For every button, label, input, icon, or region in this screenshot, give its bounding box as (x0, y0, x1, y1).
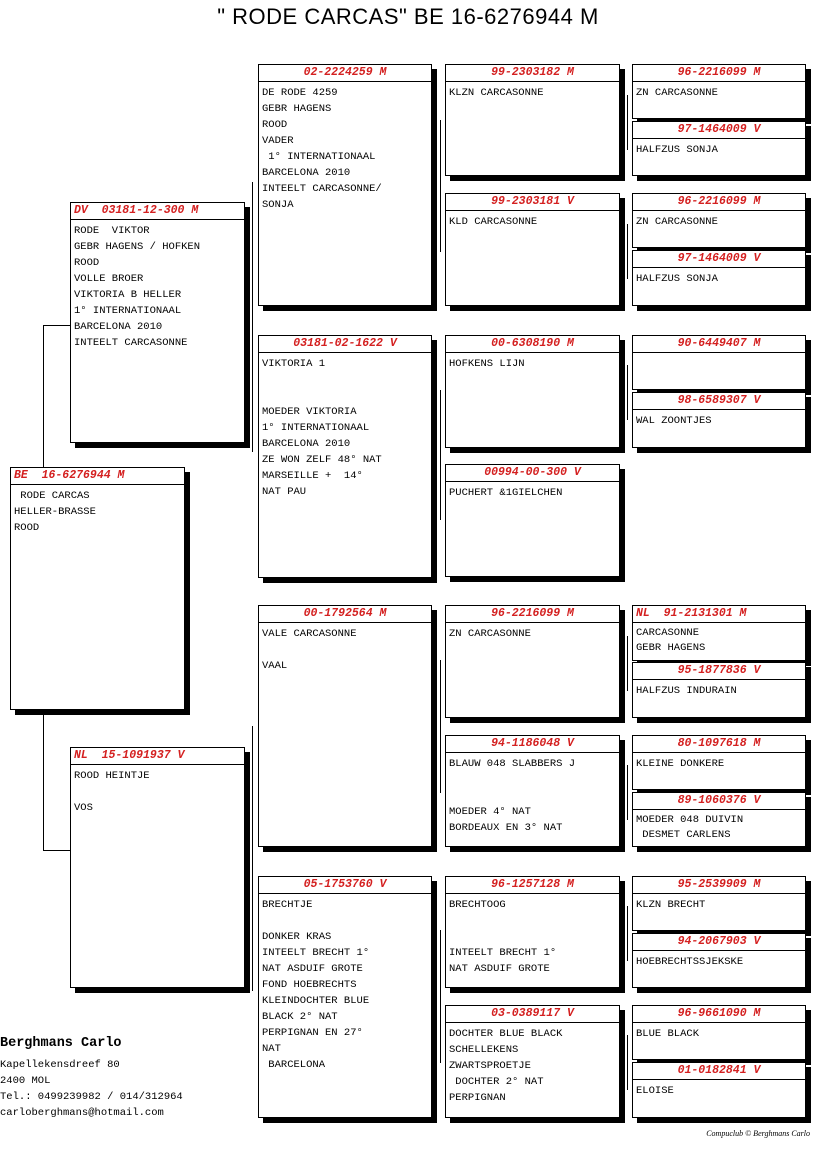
ring-number: NL 91-2131301 M (633, 606, 805, 623)
ring-number: 95-1877836 V (633, 663, 805, 680)
ring-number: 01-0182841 V (633, 1063, 805, 1080)
ancestor-card (632, 1062, 806, 1118)
pigeon-details: CARCASONNE GEBR HAGENS (636, 627, 706, 654)
pigeon-details: PUCHERT &1GIELCHEN (449, 487, 563, 499)
ancestor-card (632, 933, 806, 988)
great-grandparent-card (445, 335, 620, 448)
ring-number: 05-1753760 V (259, 877, 431, 894)
ring-number: 96-2216099 M (633, 65, 805, 82)
great-grandparent-card (445, 876, 620, 988)
ring-number: 99-2303182 M (446, 65, 619, 82)
ring-number: 00-6308190 M (446, 336, 619, 353)
ancestor-card (632, 250, 806, 306)
connector-line (440, 930, 441, 1063)
grandparent-card (258, 876, 432, 1118)
owner-email: carloberghmans@hotmail.com (0, 1107, 164, 1119)
connector-line (627, 636, 628, 691)
page-title: " RODE CARCAS" BE 16-6276944 M (217, 4, 599, 29)
connector-line (627, 765, 628, 820)
grandparent-card (258, 335, 432, 578)
ring-number: BE 16-6276944 M (11, 468, 184, 485)
pigeon-details: DOCHTER BLUE BLACK SCHELLEKENS ZWARTSPROETJE DOCHTER 2° NAT PERPIGNAN (449, 1028, 563, 1104)
ancestor-card (632, 605, 806, 661)
ring-number: 96-2216099 M (446, 606, 619, 623)
ring-number: 95-2539909 M (633, 877, 805, 894)
ring-number: 96-2216099 M (633, 194, 805, 211)
great-grandparent-card (445, 464, 620, 577)
pigeon-details: ZN CARCASONNE (636, 87, 718, 99)
ancestor-card (632, 792, 806, 847)
pigeon-details: DE RODE 4259 GEBR HAGENS ROOD VADER 1° INTERNATIONAAL BARCELONA 2010 INTEELT CARCASONNE/ SONJA (262, 87, 382, 211)
dam-card (70, 747, 245, 988)
connector-line (43, 325, 44, 470)
ring-number: 90-6449407 M (633, 336, 805, 353)
connector-line (440, 120, 441, 252)
ring-number: 98-6589307 V (633, 393, 805, 410)
ancestor-card (632, 662, 806, 718)
pigeon-details: ZN CARCASONNE (449, 628, 531, 640)
connector-line (43, 850, 71, 851)
connector-line (43, 712, 44, 850)
great-grandparent-card (445, 1005, 620, 1118)
owner-name: Berghmans Carlo (0, 1036, 122, 1051)
ancestor-card (632, 335, 806, 390)
pigeon-details: BRECHTJE DONKER KRAS INTEELT BRECHT 1° NAT ASDUIF GROTE FOND HOEBRECHTS KLEINDOCHTER BLUE BLACK 2° NAT PERPIGNAN EN 27° NAT BARCELONA (262, 899, 370, 1071)
ring-number: 02-2224259 M (259, 65, 431, 82)
owner-address: Kapellekensdreef 80 (0, 1059, 120, 1071)
connector-line (440, 390, 441, 520)
grandparent-card (258, 605, 432, 847)
grandparent-card (258, 64, 432, 306)
connector-line (627, 1035, 628, 1090)
pigeon-details (633, 353, 805, 356)
owner-city: 2400 MOL (0, 1075, 51, 1087)
connector-line (43, 325, 71, 326)
pigeon-details: BLAUW 048 SLABBERS J MOEDER 4° NAT BORDEAUX EN 3° NAT (449, 758, 576, 834)
connector-line (627, 95, 628, 150)
sire-card (70, 202, 245, 443)
ring-number: 97-1464009 V (633, 251, 805, 268)
ancestor-card (632, 64, 806, 119)
pigeon-details: HALFZUS SONJA (636, 273, 718, 285)
pigeon-details: ELOISE (636, 1085, 674, 1097)
subject-card (10, 467, 185, 710)
pigeon-details: KLZN CARCASONNE (449, 87, 544, 99)
pigeon-details: HOEBRECHTSSJEKSKE (636, 956, 744, 968)
ring-number: 94-1186048 V (446, 736, 619, 753)
great-grandparent-card (445, 735, 620, 847)
ring-number: 00-1792564 M (259, 606, 431, 623)
ancestor-card (632, 121, 806, 176)
pigeon-details: HOFKENS LIJN (449, 358, 525, 370)
ring-number: 03181-02-1622 V (259, 336, 431, 353)
great-grandparent-card (445, 193, 620, 306)
ancestor-card (632, 1005, 806, 1060)
ring-number: DV 03181-12-300 M (71, 203, 244, 220)
connector-line (627, 906, 628, 961)
pigeon-details: RODE CARCAS HELLER-BRASSE ROOD (14, 490, 96, 534)
connector-line (440, 660, 441, 793)
pigeon-details: BLUE BLACK (636, 1028, 700, 1040)
connector-line (252, 726, 253, 991)
pigeon-details: ROOD HEINTJE VOS (74, 770, 150, 814)
ancestor-card (632, 392, 806, 448)
ring-number: 80-1097618 M (633, 736, 805, 753)
connector-line (252, 182, 253, 452)
ring-number: 89-1060376 V (633, 793, 805, 810)
pigeon-details: MOEDER 048 DUIVIN DESMET CARLENS (636, 814, 744, 841)
pigeon-details: WAL ZOONTJES (636, 415, 712, 427)
pigeon-details: VALE CARCASONNE VAAL (262, 628, 357, 672)
ring-number: 03-0389117 V (446, 1006, 619, 1023)
pigeon-details: KLD CARCASONNE (449, 216, 538, 228)
software-credit: Compuclub © Berghmans Carlo (706, 1129, 810, 1138)
ring-number: 96-9661090 M (633, 1006, 805, 1023)
connector-line (627, 224, 628, 279)
owner-phone: Tel.: 0499239982 / 014/312964 (0, 1091, 183, 1103)
ring-number: NL 15-1091937 V (71, 748, 244, 765)
ring-number: 94-2067903 V (633, 934, 805, 951)
pigeon-details: KLEINE DONKERE (636, 758, 725, 770)
ring-number: 97-1464009 V (633, 122, 805, 139)
pigeon-details: RODE VIKTOR GEBR HAGENS / HOFKEN ROOD VOLLE BROER VIKTORIA B HELLER 1° INTERNATIONAAL BARCELONA 2010 INTEELT CARCASONNE (74, 225, 201, 349)
connector-line (627, 365, 628, 420)
great-grandparent-card (445, 605, 620, 718)
ancestor-card (632, 735, 806, 790)
ring-number: 96-1257128 M (446, 877, 619, 894)
ancestor-card (632, 876, 806, 931)
ancestor-card (632, 193, 806, 248)
ring-number: 00994-00-300 V (446, 465, 619, 482)
great-grandparent-card (445, 64, 620, 176)
pigeon-details: BRECHTOOG INTEELT BRECHT 1° NAT ASDUIF GROTE (449, 899, 557, 975)
pigeon-details: HALFZUS INDURAIN (636, 685, 737, 697)
pigeon-details: VIKTORIA 1 MOEDER VIKTORIA 1° INTERNATIONAAL BARCELONA 2010 ZE WON ZELF 48° NAT MARSEILLE + 14° NAT PAU (262, 358, 382, 498)
ring-number: 99-2303181 V (446, 194, 619, 211)
pigeon-details: KLZN BRECHT (636, 899, 706, 911)
pigeon-details: ZN CARCASONNE (636, 216, 718, 228)
pigeon-details: HALFZUS SONJA (636, 144, 718, 156)
